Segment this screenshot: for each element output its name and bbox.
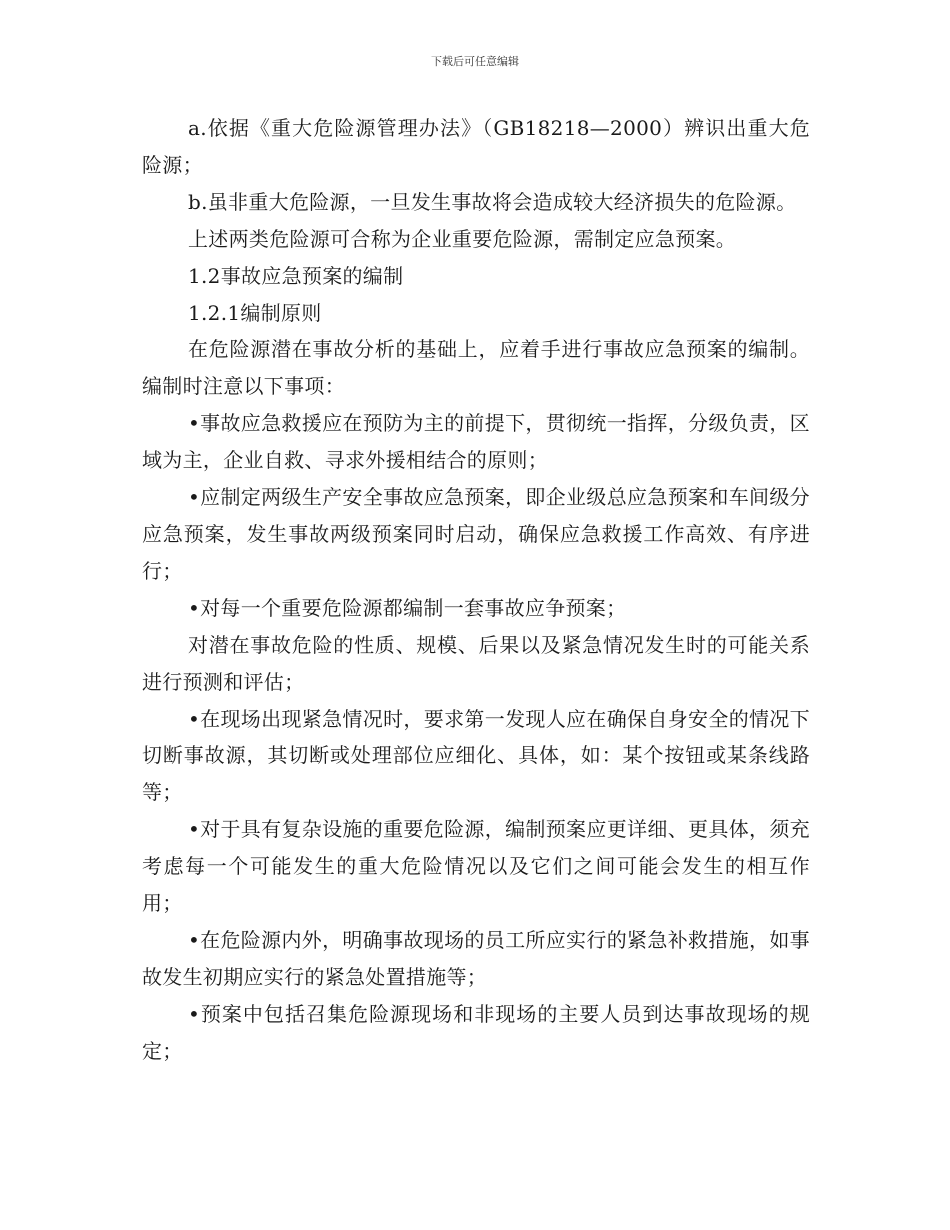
paragraph-assessment: 对潜在事故危险的性质、规模、后果以及紧急情况发生时的可能关系进行预测和评估；: [142, 632, 810, 694]
section-heading-1-2: 1.2事故应急预案的编制: [188, 263, 404, 288]
bullet-item-3: •对每一个重要危险源都编制一套事故应争预案；: [188, 595, 627, 620]
paragraph-intro: 在危险源潜在事故分析的基础上，应着手进行事故应急预案的编制。编制时注意以下事项：: [142, 337, 810, 399]
bullet-item-1: •事故应急救援应在预防为主的前提下，贯彻统一指挥，分级负责，区域为主，企业自救、寻求外援相结合的原则；: [142, 411, 810, 473]
bullet-item-2: •应制定两级生产安全事故应急预案，即企业级总应急预案和车间级分应急预案，发生事故两级预案同时启动，确保应急救援工作高效、有序进行；: [142, 485, 810, 583]
document-body: [142, 110, 810, 1070]
bullet-item-4: •在现场出现紧急情况时，要求第一发现人应在确保自身安全的情况下切断事故源，其切断或处理部位应细化、具体，如：某个按钮或某条线路等；: [142, 706, 810, 805]
bullet-item-7: •预案中包括召集危险源现场和非现场的主要人员到达事故现场的规定；: [142, 1001, 810, 1063]
section-heading-1-2-1: 1.2.1编制原则: [188, 300, 322, 325]
paragraph-item-b: b.虽非重大危险源，一旦发生事故将会造成较大经济损失的危险源。: [188, 189, 797, 214]
bullet-item-6: •在危险源内外，明确事故现场的员工所应实行的紧急补救措施，如事故发生初期应实行的紧急处置措施等；: [142, 927, 810, 989]
page-header: 下载后可任意编辑: [431, 55, 519, 68]
bullet-item-5: •对于具有复杂设施的重要危险源，编制预案应更详细、更具体，须充考虑每一个可能发生的重大危险情况以及它们之间可能会发生的相互作用；: [142, 817, 810, 916]
paragraph-item-a: a.依据《重大危险源管理办法》（GB18218—2000）辨识出重大危险源；: [142, 116, 810, 177]
paragraph-summary: 上述两类危险源可合称为企业重要危险源，需制定应急预案。: [188, 226, 737, 251]
